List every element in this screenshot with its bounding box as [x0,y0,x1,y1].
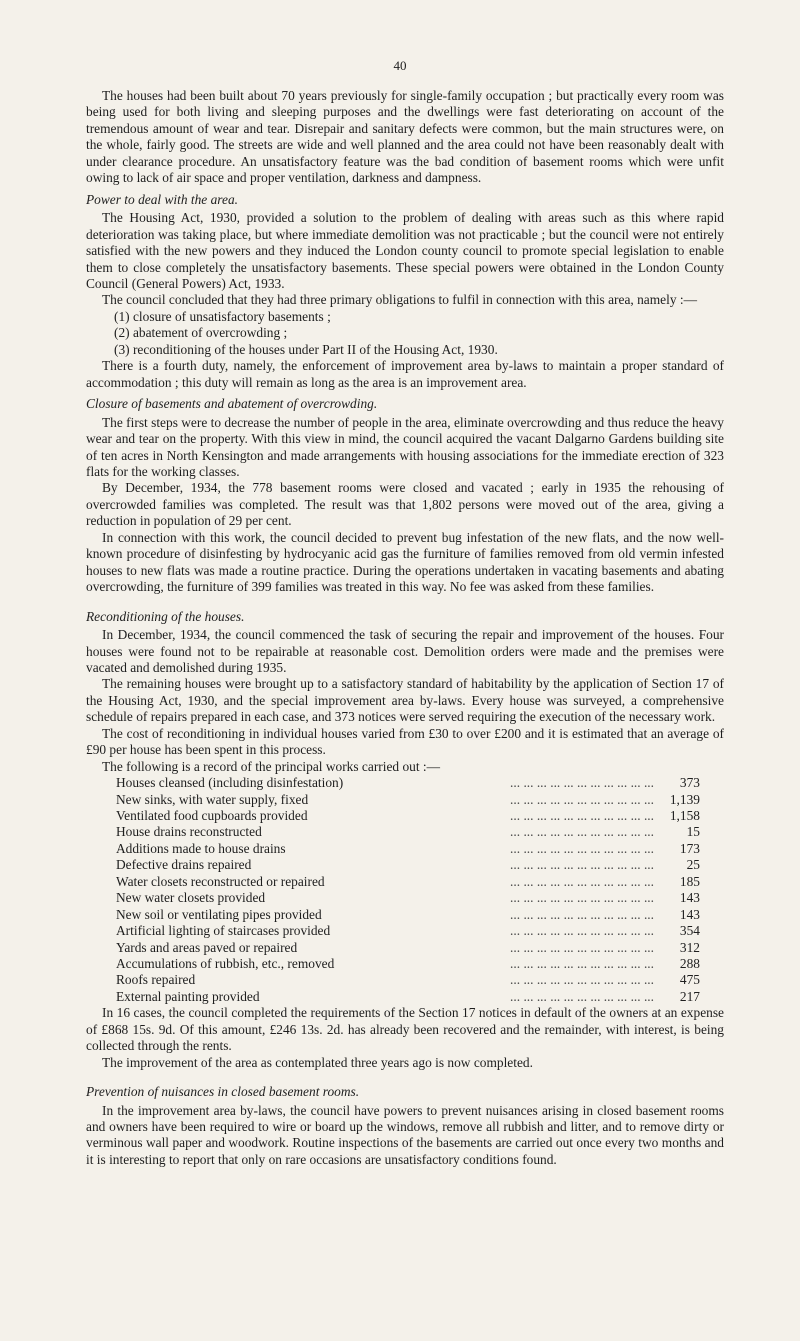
paragraph: The following is a record of the principal works carried out :— [102,758,441,774]
paragraph: The Housing Act, 1930, provided a solution to the problem of dealing with areas such as this where rapid deterioration was taking place, but where immediate demolition was not practicable ; but the council were not entirely satisfied with the new powers and they induced the London county council to promote special legislation to enable them to close completely the unsatisfactory basements. These special powers were obtained in the London County Council (General Powers) Act, 1933. [86,210,724,291]
table-row: Accumulations of rubbish, etc., removed ... ... ... ... ... ... ... ... ... ... ... 288 [116,955,700,971]
work-count: 1,139 [669,791,700,807]
work-label: Yards and areas paved or repaired [116,939,298,955]
works-table [116,775,700,1005]
work-count: 312 [679,939,700,955]
work-label: Water closets reconstructed or repaired [116,873,325,889]
paragraph: In 16 cases, the council completed the requirements of the Section 17 notices in default of the owners at an expense of £868 15s. 9d. Of this amount, £246 13s. 2d. has already been recovered and the remainder, with interest, is being collected through the rents. [86,1005,724,1054]
work-count: 185 [679,873,700,889]
work-count: 173 [679,840,700,856]
work-label: Ventilated food cupboards provided [116,808,308,823]
list-item: (2) abatement of overcrowding ; [114,325,288,341]
table-row: Artificial lighting of staircases provided ... ... ... ... ... ... ... ... ... ... ... 354 [116,923,700,939]
work-label: House drains reconstructed [116,824,262,840]
table-row: New sinks, with water supply, fixed ... ... ... ... ... ... ... ... ... ... ... 1,139 [116,791,700,807]
work-label: Accumulations of rubbish, etc., removed [116,955,335,971]
paragraph: There is a fourth duty, namely, the enforcement of improvement area by-laws to maintain a proper standard of accommodation ; this duty will remain as long as the area is an improvement area. [86,358,724,390]
work-count: 288 [679,955,700,971]
paragraph: The improvement of the area as contemplated three years ago is now completed. [102,1054,533,1070]
work-label: External painting provided [116,988,260,1004]
table-row: New soil or ventilating pipes provided ... ... ... ... ... ... ... ... ... ... ... 143 [116,906,700,922]
work-label: Roofs repaired [116,972,196,988]
table-row: Water closets reconstructed or repaired ... ... ... ... ... ... ... ... ... ... ... 185 [116,873,700,889]
paragraph: The council concluded that they had three primary obligations to fulfil in connection with this area, namely :— [102,292,697,308]
work-count: 25 [686,857,700,873]
work-label: Additions made to house drains [116,840,286,856]
section-heading-prevention: Prevention of nuisances in closed basement rooms. [86,1084,360,1100]
paragraph: In connection with this work, the council decided to prevent bug infestation of the new flats, and the now well-known procedure of disinfesting by hydrocyanic acid gas the furniture of families removed from old vermin infested houses to new flats was made a routine practice. During the operations undertaken in vacating basements and abating overcrowding, the furniture of 399 families was treated in this way. No fee was asked from these families. [86,529,724,595]
table-row: New water closets provided ... ... ... ... ... ... ... ... ... ... ... 143 [116,890,700,906]
paragraph: The remaining houses were brought up to a satisfactory standard of habitability by the application of Section 17 of the Housing Act, 1930, and the special improvement area by-laws. Every house was surveyed, a comprehensive schedule of repairs prepared in each case, and 373 notices were served requiring the execution of the necessary work. [86,676,724,725]
work-label: Defective drains repaired [116,857,252,873]
paragraph: By December, 1934, the 778 basement rooms were closed and vacated ; early in 1935 the rehousing of overcrowded families was completed. The result was that 1,802 persons were moved out of the area, giving a reduction in population of 29 per cent. [86,480,724,529]
table-row: Defective drains repaired ... ... ... ... ... ... ... ... ... ... ... 25 [116,857,700,873]
list-item: (3) reconditioning of the houses under Part II of the Housing Act, 1930. [114,341,498,357]
table-row: Additions made to house drains ... ... ... ... ... ... ... ... ... ... ... 173 [116,840,700,856]
paragraph: The cost of reconditioning in individual houses varied from £30 to over £200 and it is estimated that an average of £90 per house has been spent in this process. [86,725,724,758]
list-item: (1) closure of unsatisfactory basements ; [114,308,331,324]
work-label: Houses cleansed (including disinfestation) [116,775,344,791]
work-label: Artificial lighting of staircases provided [116,923,331,939]
paragraph: The first steps were to decrease the number of people in the area, eliminate overcrowding and thus reduce the heavy wear and tear on the property. With this view in mind, the council acquired the vacant Dalgarno Gardens building site of ten acres in North Kensington and made arrangements with housing associations for the immediate erection of 323 flats for the working classes. [86,414,724,479]
work-label: New sinks, with water supply, fixed [116,791,309,807]
work-count: 1,158 [669,808,700,823]
work-count: 143 [679,906,700,922]
work-count: 143 [679,890,700,906]
table-row: Yards and areas paved or repaired ... ... ... ... ... ... ... ... ... ... ... 312 [116,939,700,955]
table-row: Ventilated food cupboards provided ... ... ... ... ... ... ... ... ... ... ... 1,158 [116,808,700,823]
work-count: 475 [679,972,700,988]
work-count: 373 [679,775,700,791]
work-count: 15 [686,824,700,840]
work-count: 354 [679,923,700,939]
document-body [86,88,724,1168]
table-row: House drains reconstructed ... ... ... ... ... ... ... ... ... ... ... 15 [116,824,700,840]
intro-paragraph: The houses had been built about 70 years previously for single-family occupation ; but practically every room was being used for both living and sleeping purposes and the dwellings were fast deteriorating on account of the tremendous amount of wear and tear. Disrepair and sanitary defects were common, but the main structures were, on the whole, fairly good. The streets are wide and well planned and the area could not have been reasonably dealt with under clearance procedure. An unsatisfactory feature was the bad condition of basement rooms which were unfit owing to lack of air space and proper ventilation, darkness and dampness. [86,88,724,186]
page-number: 40 [393,58,407,73]
section-heading-closure: Closure of basements and abatement of overcrowding. [86,396,378,412]
paragraph: In December, 1934, the council commenced the task of securing the repair and improvement of the houses. Four houses were found not to be repairable at reasonable cost. Demolition orders were made and the premises were vacated and demolished during 1935. [86,627,724,675]
table-row: External painting provided ... ... ... ... ... ... ... ... ... ... ... 217 [116,988,700,1004]
obligations-list [86,309,724,358]
section-heading-power: Power to deal with the area. [86,191,238,207]
table-row: Houses cleansed (including disinfestation) ... ... ... ... ... ... ... ... ... ... ... 373 [116,775,700,791]
work-label: New soil or ventilating pipes provided [116,906,322,922]
work-count: 217 [679,988,700,1004]
work-label: New water closets provided [116,890,266,906]
paragraph: In the improvement area by-laws, the council have powers to prevent nuisances arising in closed basement rooms and owners have been required to wire or board up the windows, remove all rubbish and litter, and to remove dirty or verminous wall paper and woodwork. Routine inspections of the basements are carried out once every two months and it is interesting to report that only on rare occasions are unsatisfactory conditions found. [86,1102,724,1167]
table-row: Roofs repaired ... ... ... ... ... ... ... ... ... ... ... 475 [116,972,700,988]
section-heading-reconditioning: Reconditioning of the houses. [86,608,245,624]
